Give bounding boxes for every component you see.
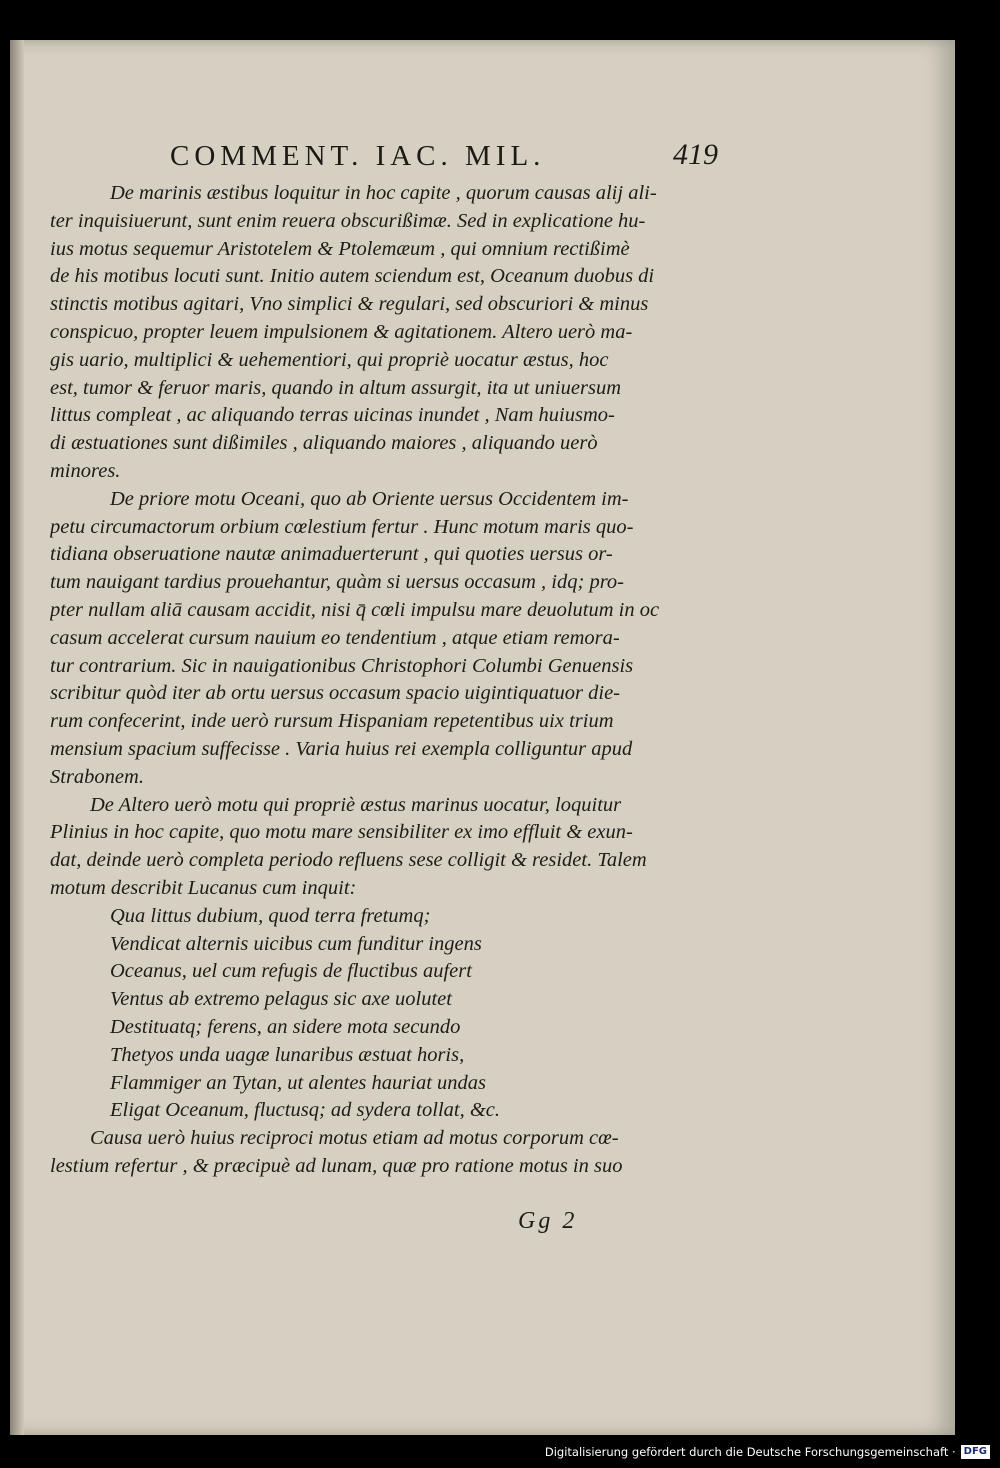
verse-line: Destituatq; ferens, an sidere mota secundo <box>110 1015 461 1038</box>
page-gutter <box>10 40 24 1435</box>
text-line: pter nullam aliā causam accidit, nisi q̄ cœli impulsu mare deuolutum in oc <box>50 598 660 621</box>
text-line: ter inquisiuerunt, sunt enim reuera obscurißimæ. Sed in explicatione hu- <box>50 209 646 232</box>
text-line: stinctis motibus agitari, Vno simplici & regulari, sed obscuriori & minus <box>50 293 649 316</box>
text-line: de his motibus locuti sunt. Initio autem sciendum est, Oceanum duobus di <box>50 265 655 288</box>
text-line: lestium refertur , & præcipuè ad lunam, quæ pro ratione motus in suo <box>50 1154 623 1177</box>
page-number: 419 <box>673 138 718 171</box>
text-line: De priore motu Oceani, quo ab Oriente uersus Occidentem im- <box>110 487 629 510</box>
verse-line: Oceanus, uel cum refugis de fluctibus aufert <box>110 960 472 983</box>
text-line: conspicuo, propter leuem impulsionem & agitationem. Altero uerò ma- <box>50 320 633 343</box>
running-head-title: COMMENT. IAC. MIL. <box>170 140 546 172</box>
book-page <box>10 40 955 1435</box>
footer-credit <box>545 1443 990 1461</box>
text-line: est, tumor & feruor maris, quando in altum assurgit, ita ut uniuersum <box>50 376 621 399</box>
text-line: scribitur quòd iter ab ortu uersus occasum spacio uigintiquatuor die- <box>50 682 620 705</box>
text-line: mensium spacium suffecisse . Varia huius rei exempla colliguntur apud <box>50 737 633 760</box>
verse-line: Vendicat alternis uicibus cum funditur ingens <box>110 932 482 955</box>
text-line: tidiana obseruatione nautæ animaduerterunt , qui quoties uersus or- <box>50 543 613 566</box>
text-line: tur contrarium. Sic in nauigationibus Christophori Columbi Genuensis <box>50 654 634 677</box>
text-line: di æstuationes sunt dißimiles , aliquando maiores , aliquando uerò <box>50 432 598 455</box>
text-line: minores. <box>50 459 121 482</box>
running-head <box>170 140 730 174</box>
signature-mark: Gg 2 <box>518 1208 578 1234</box>
text-line: petu circumactorum orbium cœlestium fertur . Hunc motum maris quo- <box>50 515 634 538</box>
text-line: De marinis æstibus loquitur in hoc capite , quorum causas alij ali- <box>110 182 657 204</box>
verse-line: Thetyos unda uagæ lunaribus æstuat horis, <box>110 1043 465 1066</box>
text-line: rum confecerint, inde uerò rursum Hispaniam repetentibus uix trium <box>50 710 614 733</box>
verse-line: Ventus ab extremo pelagus sic axe uolutet <box>110 988 452 1011</box>
text-line: tum nauigant tardius prouehantur, quàm si uersus occasum , idq; pro- <box>50 571 624 594</box>
body-text <box>50 180 682 1181</box>
text-line: gis uario, multiplici & uehementiori, qui propriè uocatur æstus, hoc <box>50 348 609 371</box>
text-line: De Altero uerò motu qui propriè æstus marinus uocatur, loquitur <box>90 793 622 816</box>
text-line: motum describit Lucanus cum inquit: <box>50 876 357 899</box>
text-line: casum accelerat cursum nauium eo tendentium , atque etiam remora- <box>50 626 620 649</box>
verse-line: Qua littus dubium, quod terra fretumq; <box>110 904 431 927</box>
text-line: Strabonem. <box>50 765 144 788</box>
dfg-logo: DFG <box>961 1445 990 1459</box>
text-line: Causa uerò huius reciproci motus etiam ad motus corporum cœ- <box>90 1127 619 1150</box>
text-line: dat, deinde uerò completa periodo refluens sese colligit & residet. Talem <box>50 849 647 872</box>
text-line: Plinius in hoc capite, quo motu mare sensibiliter ex imo effluit & exun- <box>50 821 633 844</box>
text-line: littus compleat , ac aliquando terras uicinas inundet , Nam huiusmo- <box>50 404 615 427</box>
verse-line: Eligat Oceanum, fluctusq; ad sydera tollat, &c. <box>110 1099 501 1122</box>
footer-text: Digitalisierung gefördert durch die Deutsche Forschungsgemeinschaft · <box>544 1445 956 1459</box>
text-line: ius motus sequemur Aristotelem & Ptolemæum , qui omnium rectißimè <box>50 237 630 260</box>
verse-line: Flammiger an Tytan, ut alentes hauriat undas <box>110 1071 487 1094</box>
